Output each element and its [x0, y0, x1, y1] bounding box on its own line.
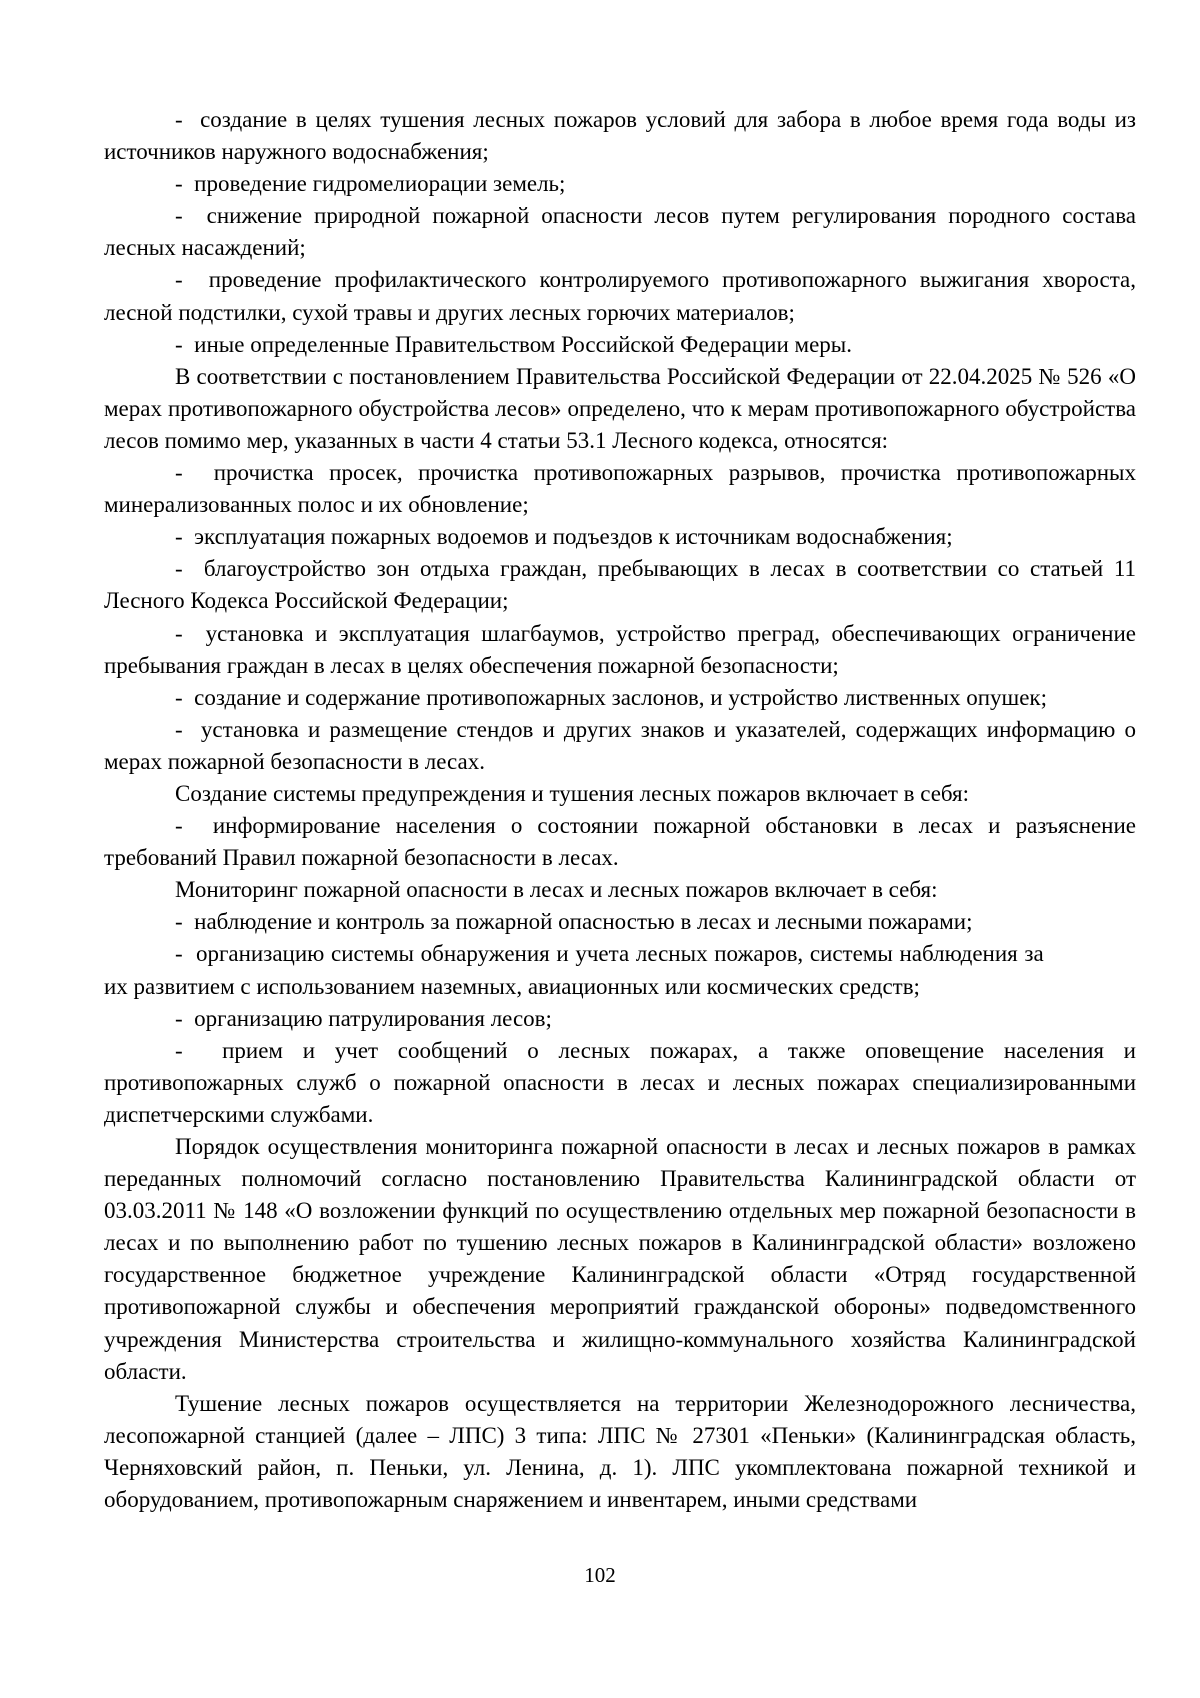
- list-item: - установка и эксплуатация шлагбаумов, устройство преград, обеспечивающих ограничение пребывания граждан в лесах в целях обеспечения пожарной безопасности;: [104, 620, 1136, 678]
- list-item: - установка и размещение стендов и других знаков и указателей, содержащих информацию о мерах пожарной безопасности в лесах.: [104, 716, 1136, 774]
- page-number: 102: [584, 1563, 616, 1587]
- list-item: - информирование населения о состоянии пожарной обстановки в лесах и разъяснение требований Правил пожарной безопасности в лесах.: [104, 813, 1136, 871]
- list-item: - организацию системы обнаружения и учета лесных пожаров, системы наблюдения за их развитием с использованием наземных, авиационных или космических средств;: [104, 941, 1136, 999]
- list-item: - проведение профилактического контролируемого противопожарного выжигания хвороста, лесной подстилки, сухой травы и других лесных горючих материалов;: [104, 267, 1136, 325]
- list-item: - организацию патрулирования лесов;: [175, 1005, 552, 1031]
- paragraph: В соответствии с постановлением Правительства Российской Федерации от 22.04.2025 № 526 «О мерах противопожарного обустройства лесов» определено, что к мерам противопожарного обустройства лесов помимо мер, указанных в части 4 статьи 53.1 Лесного кодекса, относятся:: [104, 363, 1136, 453]
- list-item: - благоустройство зон отдыха граждан, пребывающих в лесах в соответствии со статьей 11 Лесного Кодекса Российской Федерации;: [104, 556, 1136, 614]
- list-item: - проведение гидромелиорации земель;: [175, 171, 566, 197]
- list-item: - прочистка просек, прочистка противопожарных разрывов, прочистка противопожарных минерализованных полос и их обновление;: [104, 460, 1136, 518]
- list-item: - создание в целях тушения лесных пожаров условий для забора в любое время года воды из источников наружного водоснабжения;: [104, 107, 1136, 165]
- list-item: - эксплуатация пожарных водоемов и подъездов к источникам водоснабжения;: [175, 524, 953, 550]
- list-item: - наблюдение и контроль за пожарной опасностью в лесах и лесными пожарами;: [175, 909, 973, 935]
- list-item: - прием и учет сообщений о лесных пожарах, а также оповещение населения и противопожарных служб о пожарной опасности в лесах и лесных пожарах специализированными диспетчерскими службами.: [104, 1037, 1136, 1127]
- list-item: - иные определенные Правительством Российской Федерации меры.: [175, 331, 853, 357]
- paragraph: Порядок осуществления мониторинга пожарной опасности в лесах и лесных пожаров в рамках переданных полномочий согласно постановлению Правительства Калининградской области от 03.03.2011 № 148 «О возложении функций по осуществлению отдельных мер пожарной безопасности в лесах и по выполнению работ по тушению лесных пожаров в Калининградской области» возложено государственное бюджетное учреждение Калининградской области «Отряд государственной противопожарной службы и обеспечения мероприятий гражданской обороны» подведомственного учреждения Министерства строительства и жилищно-коммунального хозяйства Калининградской области.: [104, 1134, 1136, 1384]
- paragraph: Тушение лесных пожаров осуществляется на территории Железнодорожного лесничества, лесопожарной станцией (далее – ЛПС) 3 типа: ЛПС № 27301 «Пеньки» (Калининградская область, Черняховский район, п. Пеньки, ул. Ленина, д. 1). ЛПС укомплектована пожарной техникой и оборудованием, противопожарным снаряжением и инвентарем, иными средствами: [104, 1390, 1136, 1513]
- body-text: [104, 104, 1136, 1516]
- list-item: - создание и содержание противопожарных заслонов, и устройство лиственных опушек;: [175, 684, 1047, 710]
- paragraph: Создание системы предупреждения и тушения лесных пожаров включает в себя:: [175, 780, 970, 806]
- paragraph: Мониторинг пожарной опасности в лесах и лесных пожаров включает в себя:: [175, 877, 938, 903]
- list-item: - снижение природной пожарной опасности лесов путем регулирования породного состава лесных насаждений;: [104, 203, 1136, 261]
